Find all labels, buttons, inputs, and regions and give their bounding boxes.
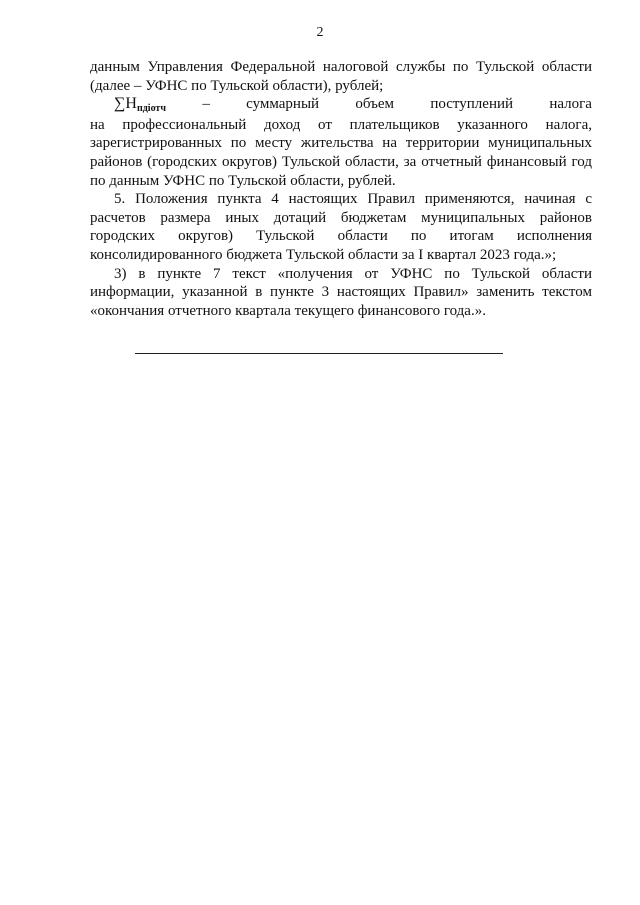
closing-divider-line (135, 353, 503, 354)
formula-line (90, 95, 592, 116)
sum-symbol: ∑H (114, 95, 137, 113)
paragraph-definition: на профессиональный доход от плательщиков указанного налога, зарегистрированных по месту жительства на территории муниципальных районов (городских округов) Тульской области, за отчетный финансовый год по данным УФНС по Тульской области, рублей. (90, 116, 592, 189)
formula-word-4: налога (549, 96, 592, 113)
formula-dash: – (202, 96, 210, 113)
paragraph-item-5: 5. Положения пункта 4 настоящих Правил применяются, начиная с расчетов размера иных дотаций бюджетам муниципальных районов городских округов) Тульской области по итогам исполнения консолидированного бюджета Тульской области за I квартал 2023 года.»; (90, 191, 592, 263)
paragraph-data-source: данным Управления Федеральной налоговой службы по Тульской области (далее – УФНС по Тульской области), рублей; (90, 59, 592, 94)
document-body (90, 58, 592, 320)
paragraph-item-3: 3) в пункте 7 текст «получения от УФНС по Тульской области информации, указанной в пункте 3 настоящих Правил» заменить текстом «окончания отчетного квартала текущего финансового года.». (90, 265, 592, 319)
formula-word-3: поступлений (430, 96, 514, 113)
formula-word-1: суммарный (246, 96, 320, 113)
page-number: 2 (316, 25, 324, 40)
formula-variable (114, 95, 166, 116)
formula-word-2: объем (355, 96, 395, 113)
formula-subscript: пдiотч (136, 103, 166, 115)
